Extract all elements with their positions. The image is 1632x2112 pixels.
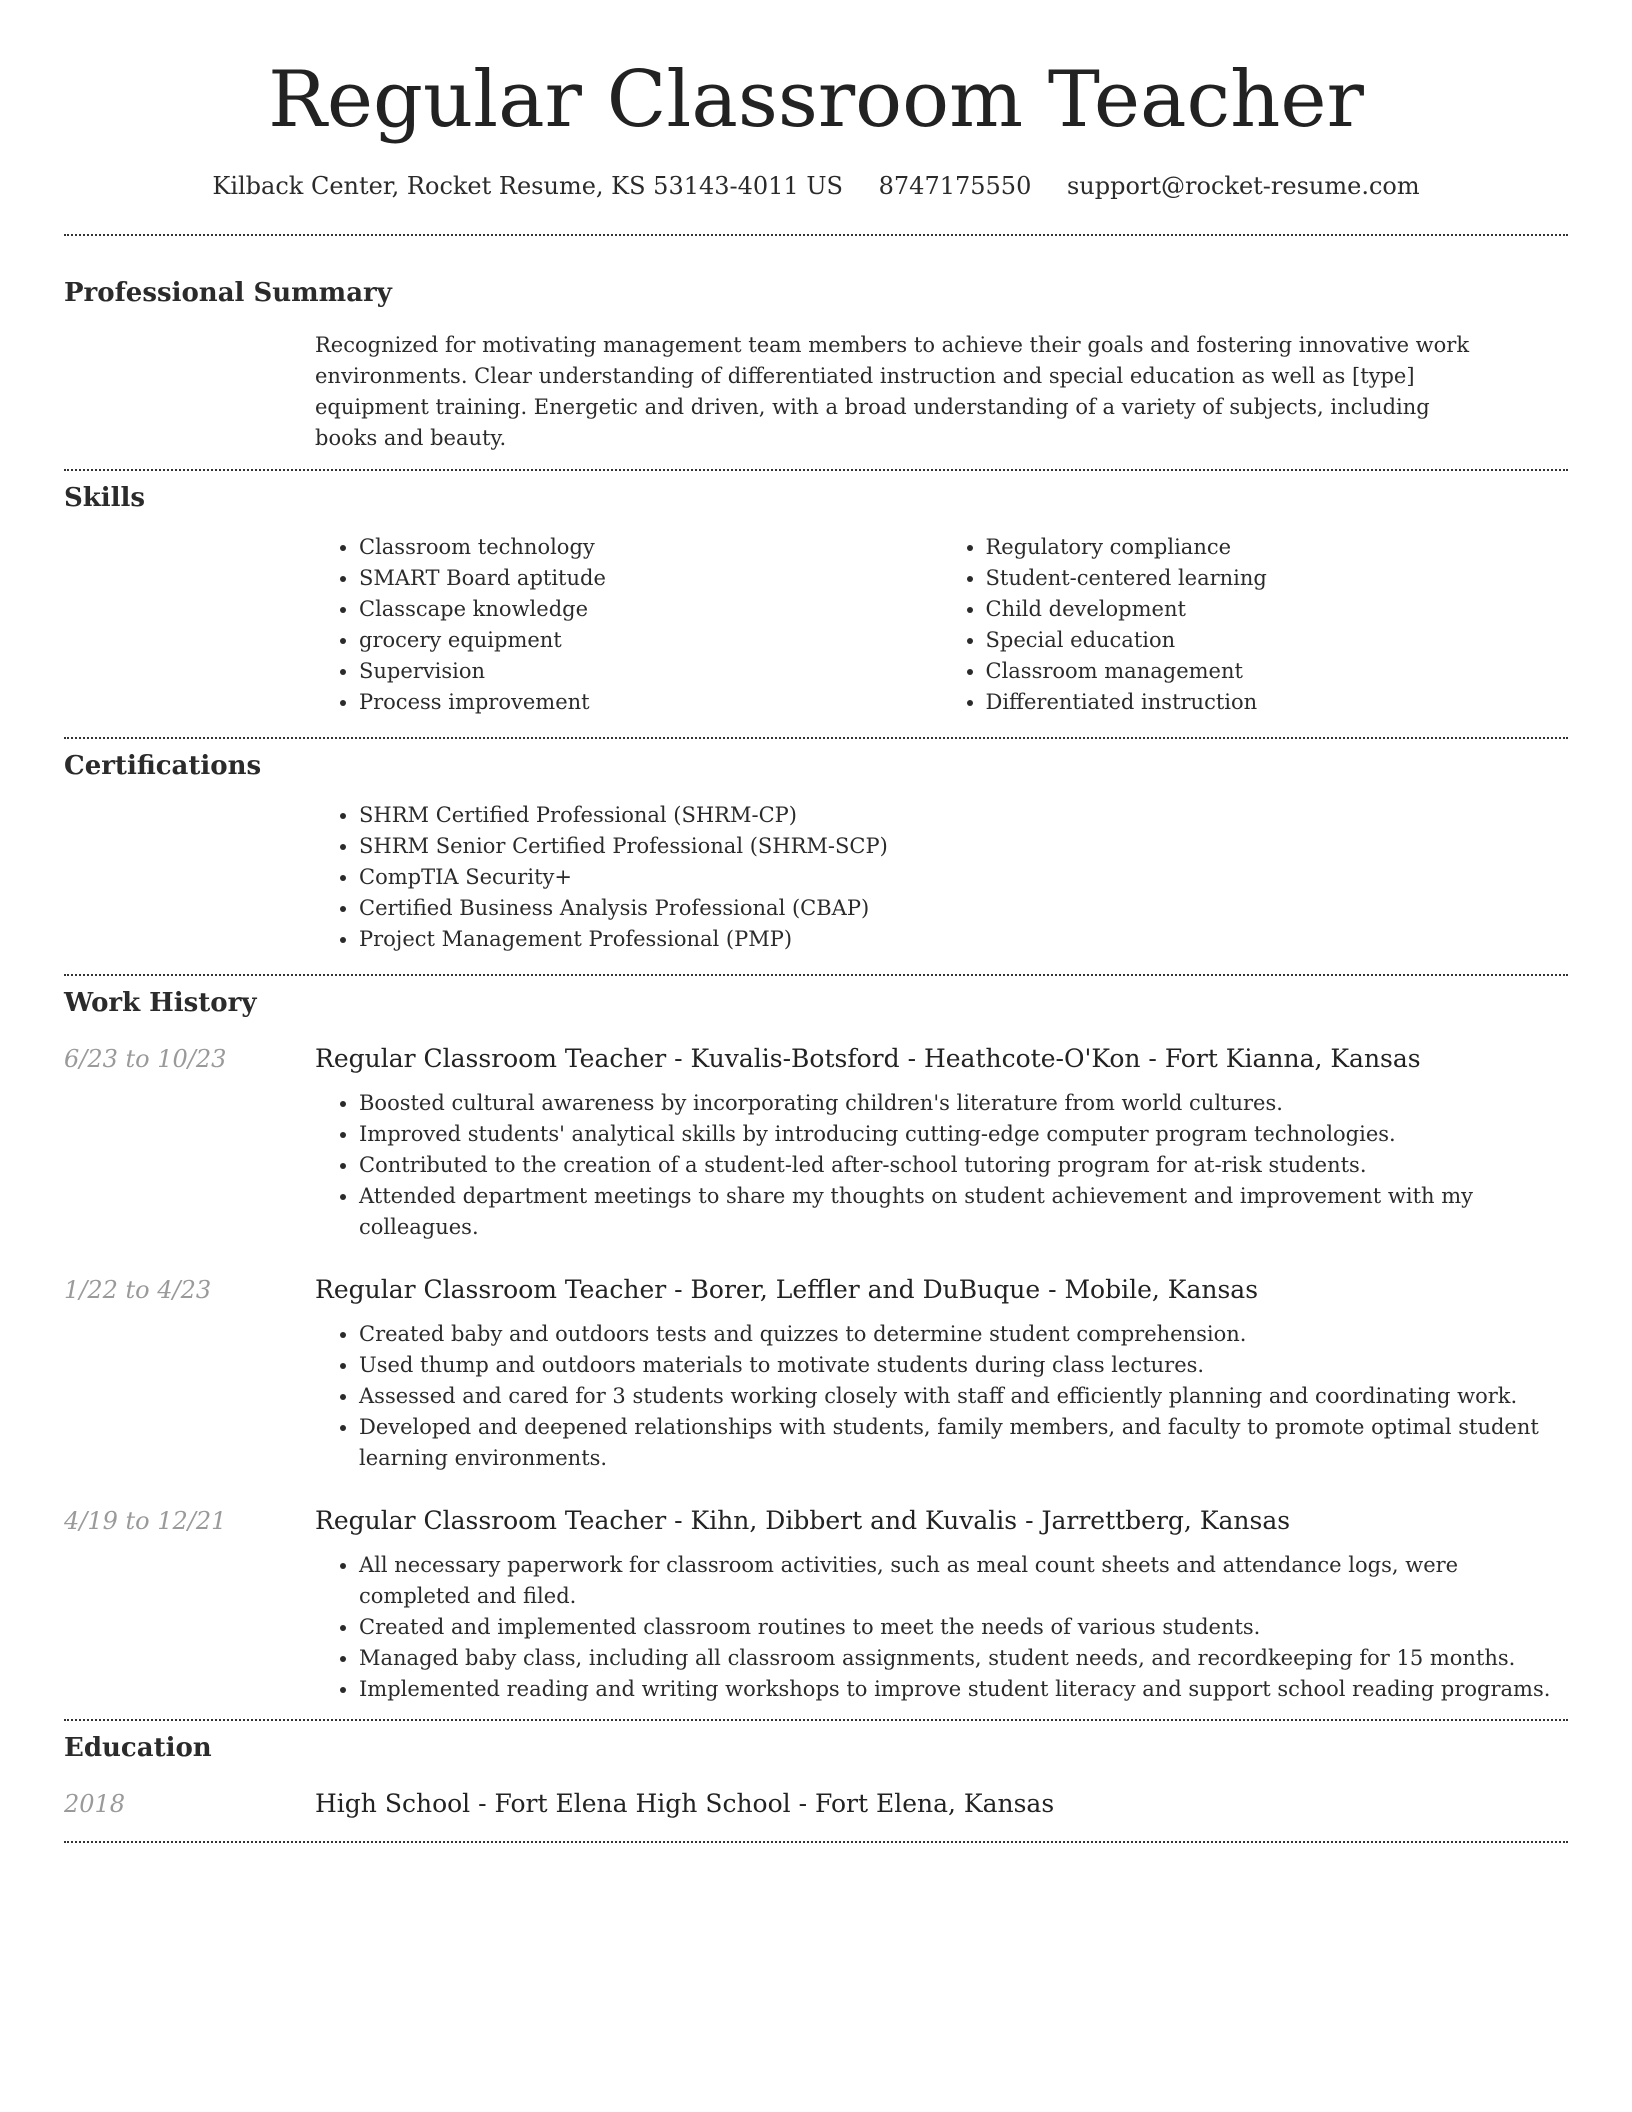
resume-page xyxy=(64,0,1568,1843)
job-entry xyxy=(64,1273,1568,1474)
contact-email: support@rocket-resume.com xyxy=(1066,172,1420,200)
skill-item: • Classroom technology xyxy=(359,532,942,563)
job-heading: Regular Classroom Teacher - Borer, Leffler and DuBuque - Mobile, Kansas xyxy=(315,1275,1259,1304)
skill-item: • Classroom management xyxy=(986,656,1569,687)
contact-line xyxy=(64,170,1568,202)
job-bullet: • Implemented reading and writing workshops to improve student literacy and support school reading programs. xyxy=(359,1674,1568,1705)
job-entry xyxy=(64,1042,1568,1243)
skill-item: • Special education xyxy=(986,625,1569,656)
job-bullet: • Managed baby class, including all classroom assignments, student needs, and recordkeeping for 15 months. xyxy=(359,1643,1568,1674)
job-bullet: • Improved students' analytical skills by introducing cutting-edge computer program technologies. xyxy=(359,1119,1568,1150)
education-entry xyxy=(64,1787,1568,1821)
job-bullets xyxy=(315,1319,1568,1474)
skill-item: • Regulatory compliance xyxy=(986,532,1569,563)
skill-item: • grocery equipment xyxy=(359,625,942,656)
resume-name: Regular Classroom Teacher xyxy=(268,55,1364,145)
job-bullets xyxy=(315,1088,1568,1243)
certifications-list xyxy=(315,800,1568,955)
section-title-education: Education xyxy=(64,1733,212,1763)
certification-item: • Certified Business Analysis Professional (CBAP) xyxy=(359,893,1568,924)
job-bullet: • Contributed to the creation of a student-led after-school tutoring program for at-risk students. xyxy=(359,1150,1568,1181)
job-bullet: • Created baby and outdoors tests and quizzes to determine student comprehension. xyxy=(359,1319,1568,1350)
certification-item: • CompTIA Security+ xyxy=(359,862,1568,893)
divider xyxy=(64,469,1568,471)
skill-item: • Student-centered learning xyxy=(986,563,1569,594)
section-title-summary: Professional Summary xyxy=(64,278,392,308)
skill-item: • Classcape knowledge xyxy=(359,594,942,625)
divider xyxy=(64,737,1568,739)
contact-address: Kilback Center, Rocket Resume, KS 53143-4011 US xyxy=(212,172,843,200)
skill-item: • Differentiated instruction xyxy=(986,687,1569,718)
skills-column-left xyxy=(315,532,942,718)
section-title-skills: Skills xyxy=(64,483,146,513)
job-entry xyxy=(64,1504,1568,1705)
education-year: 2018 xyxy=(64,1790,126,1818)
job-bullet: • All necessary paperwork for classroom activities, such as meal count sheets and attendance logs, were completed and filed. xyxy=(359,1550,1568,1612)
skills-column-right xyxy=(942,532,1569,718)
job-bullet: • Created and implemented classroom routines to meet the needs of various students. xyxy=(359,1612,1568,1643)
job-bullet: • Boosted cultural awareness by incorporating children's literature from world cultures. xyxy=(359,1088,1568,1119)
divider xyxy=(64,234,1568,236)
job-heading: Regular Classroom Teacher - Kihn, Dibbert and Kuvalis - Jarrettberg, Kansas xyxy=(315,1506,1291,1535)
contact-phone: 8747175550 xyxy=(878,172,1032,200)
job-bullet: • Developed and deepened relationships with students, family members, and faculty to promote optimal student learning environments. xyxy=(359,1412,1568,1474)
section-title-work-history: Work History xyxy=(64,988,257,1018)
divider xyxy=(64,1841,1568,1843)
skill-item: • SMART Board aptitude xyxy=(359,563,942,594)
certification-item: • SHRM Senior Certified Professional (SHRM-SCP) xyxy=(359,831,1568,862)
skills-list xyxy=(315,532,1568,718)
skill-item: • Supervision xyxy=(359,656,942,687)
job-bullet: • Used thump and outdoors materials to motivate students during class lectures. xyxy=(359,1350,1568,1381)
job-dates: 1/22 to 4/23 xyxy=(64,1276,212,1304)
skill-item: • Child development xyxy=(986,594,1569,625)
job-dates: 6/23 to 10/23 xyxy=(64,1045,227,1073)
certification-item: • SHRM Certified Professional (SHRM-CP) xyxy=(359,800,1568,831)
job-bullet: • Attended department meetings to share my thoughts on student achievement and improvement with my colleagues. xyxy=(359,1181,1568,1243)
education-heading: High School - Fort Elena High School - Fort Elena, Kansas xyxy=(315,1789,1055,1818)
summary-text: Recognized for motivating management team members to achieve their goals and fostering innovative work environments. Clear understanding of differentiated instruction and special education as well as [type] equipment training. Energetic and driven, with a broad understanding of a variety of subjects, including books and beauty. xyxy=(315,333,1470,450)
divider xyxy=(64,1719,1568,1721)
job-bullet: • Assessed and cared for 3 students working closely with staff and efficiently planning and coordinating work. xyxy=(359,1381,1568,1412)
job-heading: Regular Classroom Teacher - Kuvalis-Botsford - Heathcote-O'Kon - Fort Kianna, Kansas xyxy=(315,1044,1421,1073)
job-bullets xyxy=(315,1550,1568,1705)
section-title-certifications: Certifications xyxy=(64,751,262,781)
certification-item: • Project Management Professional (PMP) xyxy=(359,924,1568,955)
job-dates: 4/19 to 12/21 xyxy=(64,1507,227,1535)
skill-item: • Process improvement xyxy=(359,687,942,718)
divider xyxy=(64,974,1568,976)
